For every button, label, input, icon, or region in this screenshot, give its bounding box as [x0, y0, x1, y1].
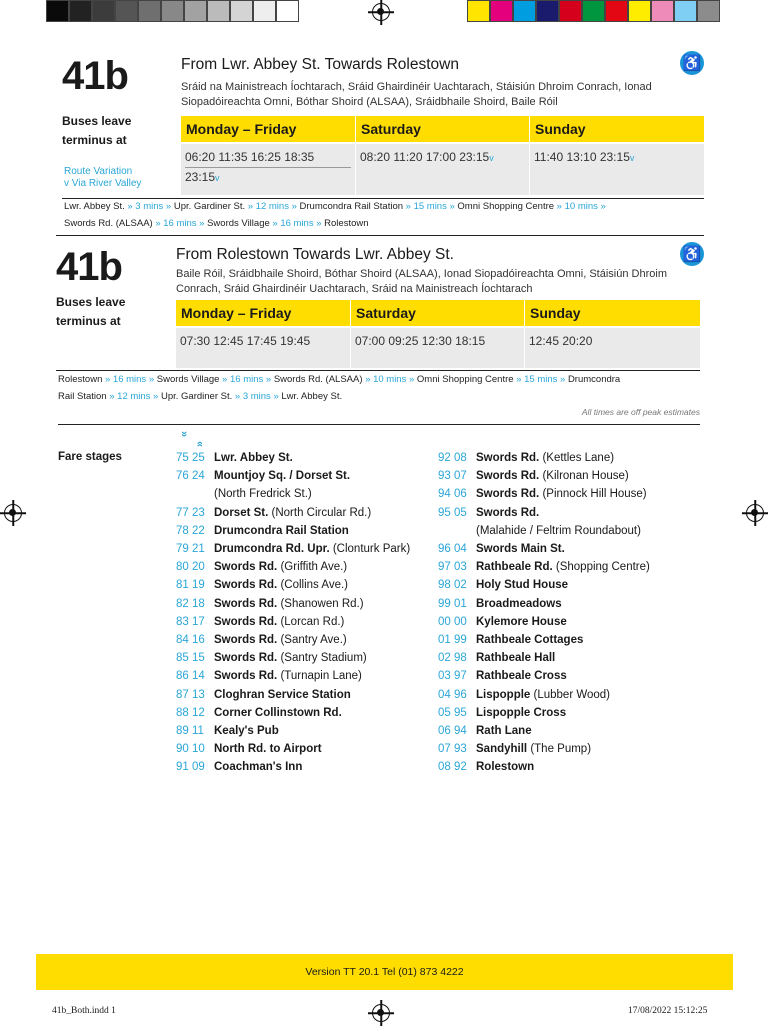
fare-stage-name: Swords Rd. [476, 506, 540, 519]
gray-swatch [138, 0, 161, 22]
fare-stage-row [176, 649, 436, 667]
grayscale-swatches [46, 0, 299, 22]
fare-stage-number: 84 16 [176, 634, 205, 647]
stop-name: Swords Rd. (ALSAA) [273, 374, 363, 385]
fare-stage-name: Sandyhill [476, 743, 528, 756]
direction-arrows [176, 430, 208, 448]
fare-stage-detail: (Turnapin Lane) [277, 670, 362, 683]
travel-time: » 12 mins » [109, 391, 161, 402]
fare-stage-number: 06 94 [438, 725, 467, 738]
color-swatch [513, 0, 536, 22]
outbound-stops-line-1 [64, 198, 704, 215]
travel-time: » 15 mins » [513, 374, 568, 385]
inbound-times-sun: 12:45 20:20 [525, 328, 700, 368]
fare-stage-name: Swords Rd. [214, 561, 278, 574]
inbound-stop-sequence [58, 371, 700, 405]
fare-stage-number: 98 02 [438, 579, 467, 592]
stop-name: Swords Village [207, 218, 270, 229]
fare-stage-row [176, 522, 436, 540]
fare-stage-row [438, 722, 708, 740]
color-swatch [582, 0, 605, 22]
fare-stage-number: 00 00 [438, 615, 467, 628]
fare-stage-number: 94 06 [438, 488, 467, 501]
inbound-stops-line-1 [58, 371, 700, 388]
travel-time: » 16 mins » [219, 374, 274, 385]
route-number-inbound: 41b [56, 245, 122, 289]
fare-stage-row [176, 631, 436, 649]
color-swatch [651, 0, 674, 22]
fare-stage-row [438, 740, 708, 758]
outbound-times-mf [181, 144, 355, 195]
fare-stage-number: 97 03 [438, 561, 467, 574]
travel-time: » 16 mins » [102, 374, 157, 385]
wheelchair-accessible-icon-inbound: ♿ [680, 242, 704, 266]
gray-swatch [253, 0, 276, 22]
registration-mark-left [4, 504, 22, 522]
fare-stage-row [438, 576, 708, 594]
fare-stage-name: Holy Stud House [476, 579, 569, 592]
fare-stage-name: Corner Collinstown Rd. [214, 706, 342, 719]
outbound-title: From Lwr. Abbey St. Towards Rolestown [181, 56, 459, 73]
fare-stage-number: 76 24 [176, 470, 205, 483]
fare-stage-detail: (Lubber Wood) [530, 688, 611, 701]
fare-stage-number: 02 98 [438, 652, 467, 665]
fare-stage-number: 08 92 [438, 761, 467, 774]
fare-stage-row [176, 722, 436, 740]
fare-stage-number: 01 99 [438, 634, 467, 647]
fare-stage-number: 82 18 [176, 597, 205, 610]
fare-stage-number: 83 17 [176, 615, 205, 628]
fare-stage-number: 75 25 [176, 452, 205, 464]
fare-stage-row [438, 704, 708, 722]
fare-stage-name: Swords Main St. [476, 543, 565, 556]
outbound-times-sat: 08:20 11:20 17:00 23:15v [356, 144, 529, 195]
fare-stage-row [176, 740, 436, 758]
gray-swatch [184, 0, 207, 22]
fare-stage-detail: (Pinnock Hill House) [539, 488, 647, 501]
fare-stage-detail: (Shopping Centre) [552, 561, 650, 574]
inbound-irish-stops: Baile Róil, Sráidbhaile Shoird, Bóthar Shoird (ALSAA), Ionad Siopadóireachta Omni, Stáisiún Dhroim Conrach, Sráid Ghairdinéir Uachtarach, Sráid na Mainistreach Íochtarach [176, 268, 667, 295]
travel-time: » 16 mins » [152, 218, 208, 229]
color-swatch [605, 0, 628, 22]
stop-name: Rolestown [58, 374, 103, 385]
outbound-header-sun: Sunday [530, 116, 704, 142]
fare-stage-row [438, 613, 708, 631]
fare-stage-name: Rath Lane [476, 725, 532, 738]
outbound-times-sun: 11:40 13:10 23:15v [530, 144, 704, 195]
footer-bar [36, 954, 733, 990]
fare-stage-row [438, 686, 708, 704]
fare-stage-row [176, 758, 436, 776]
fare-stage-number: 85 15 [176, 652, 205, 665]
fare-stage-name: Swords Rd. [214, 615, 278, 628]
slug-date: 17/08/2022 15:12:25 [628, 1006, 708, 1016]
fare-stage-name: Dorset St. [214, 506, 269, 519]
color-swatch [559, 0, 582, 22]
inbound-stops-line-2 [58, 388, 700, 405]
fare-stage-detail: (Santry Ave.) [277, 634, 347, 647]
buses-leave-label-inbound: Buses leave terminus at [56, 295, 126, 328]
inbound-header-sat: Saturday [351, 300, 524, 326]
fare-stage-name: Rathbeale Hall [476, 652, 556, 665]
fare-stage-row [176, 613, 436, 631]
stop-name: Rail Station [58, 391, 110, 402]
registration-mark-bottom [372, 1004, 390, 1022]
fare-stage-number: 78 22 [176, 524, 205, 537]
fare-stage-row [438, 667, 708, 685]
stop-name: Swords Village [156, 374, 220, 385]
stop-name: Omni Shopping Centre [416, 374, 514, 385]
fare-stage-row [176, 667, 436, 685]
fare-stage-number: 77 23 [176, 506, 205, 519]
travel-time: » 10 mins » [554, 201, 606, 212]
travel-time: » 15 mins » [403, 201, 458, 212]
stop-name: Swords Rd. (ALSAA) [64, 218, 153, 229]
inbound-header-mf: Monday – Friday [176, 300, 350, 326]
fare-stage-number: 07 93 [438, 743, 467, 756]
gray-swatch [115, 0, 138, 22]
fare-stage-row: (North Fredrick St.) [214, 488, 312, 501]
registration-mark-right [746, 504, 764, 522]
off-peak-note: All times are off peak estimates [581, 407, 700, 417]
outbound-irish-stops: Sráid na Mainistreach Íochtarach, Sráid Ghairdinéir Uachtarach, Stáisiún Dhroim Conrach, Ionad Siopadóireachta Omni, Bóthar Shoird (ALSAA), Sráidbhaile Shoird, Baile Róil [181, 81, 652, 108]
stop-name: Drumcondra [567, 374, 621, 385]
fare-stage-row [438, 504, 708, 522]
fare-stage-number: 88 12 [176, 706, 205, 719]
fare-stages-label: Fare stages [58, 451, 122, 463]
fare-stage-row [176, 686, 436, 704]
divider [58, 424, 700, 425]
fare-stage-number: 05 95 [438, 706, 467, 719]
fare-stage-row [438, 649, 708, 667]
fare-stage-row [438, 467, 708, 485]
stop-name: Lwr. Abbey St. [281, 391, 343, 402]
wheelchair-accessible-icon: ♿ [680, 51, 704, 75]
fare-stage-name: Lispopple [476, 688, 531, 701]
fare-stage-row [438, 540, 708, 558]
fare-stage-number: 03 97 [438, 670, 467, 683]
fare-stage-number: 95 05 [438, 506, 467, 519]
fare-stage-name: Drumcondra Rail Station [214, 524, 349, 537]
gray-swatch [69, 0, 92, 22]
fare-stage-name: Swords Rd. [214, 670, 278, 683]
fare-stage-row [438, 558, 708, 576]
fare-stage-row [176, 576, 436, 594]
stop-name: Upr. Gardiner St. [160, 391, 233, 402]
down-arrow-icon: » [178, 430, 191, 448]
travel-time: » 3 mins » [124, 201, 174, 212]
inbound-times-sat: 07:00 09:25 12:30 18:15 [351, 328, 524, 368]
fare-stages-left-column [176, 449, 436, 777]
fare-stage-name: Mountjoy Sq. / Dorset St. [214, 470, 351, 483]
stop-name: Omni Shopping Centre [457, 201, 555, 212]
fare-stage-number: 04 96 [438, 688, 467, 701]
fare-stage-name: North Rd. to Airport [214, 743, 322, 756]
stop-name: Drumcondra Rail Station [299, 201, 404, 212]
travel-time: » 16 mins » [269, 218, 325, 229]
fare-stage-row [438, 595, 708, 613]
fare-stage-row [176, 558, 436, 576]
fare-stage-detail: (Clonturk Park) [329, 543, 411, 556]
fare-stage-name: Rathbeale Cross [476, 670, 567, 683]
travel-time: » 10 mins » [362, 374, 417, 385]
fare-stage-detail: (North Circular Rd.) [268, 506, 372, 519]
fare-stage-row [176, 595, 436, 613]
fare-stage-detail: (Lorcan Rd.) [277, 615, 345, 628]
fare-stage-row [438, 631, 708, 649]
slug-file: 41b_Both.indd 1 [52, 1006, 116, 1016]
fare-stage-name: Cloghran Service Station [214, 688, 351, 701]
fare-stage-detail: (Griffith Ave.) [277, 561, 348, 574]
stop-name: Upr. Gardiner St. [173, 201, 246, 212]
fare-stage-row [438, 758, 708, 776]
fare-stage-name: Broadmeadows [476, 597, 562, 610]
color-swatch [674, 0, 697, 22]
fare-stage-row [176, 540, 436, 558]
color-swatch [490, 0, 513, 22]
fare-stage-name: Kylemore House [476, 615, 567, 628]
fare-stage-name: Swords Rd. [214, 652, 278, 665]
fare-stage-number: 80 20 [176, 561, 205, 574]
fare-stage-row [176, 467, 436, 485]
fare-stage-name: Rolestown [476, 761, 535, 774]
fare-stage-name: Lispopple Cross [476, 706, 567, 719]
fare-stage-name: Coachman's Inn [214, 761, 303, 774]
color-swatch [467, 0, 490, 22]
fare-stage-number: 93 07 [438, 470, 467, 483]
color-swatch [628, 0, 651, 22]
fare-stage-number: 99 01 [438, 597, 467, 610]
buses-leave-label: Buses leave terminus at [62, 114, 132, 147]
fare-stage-detail: (Santry Stadium) [277, 652, 367, 665]
fare-stage-row: (Malahide / Feltrim Roundabout) [476, 524, 641, 537]
up-arrow-icon: » [194, 430, 207, 448]
fare-stage-row [176, 504, 436, 522]
fare-stage-name: Rathbeale Cottages [476, 634, 584, 647]
outbound-header-mf: Monday – Friday [181, 116, 355, 142]
fare-stage-number: 86 14 [176, 670, 205, 683]
fare-stage-detail: (Collins Ave.) [277, 579, 348, 592]
outbound-mf-row2: 23:15v [185, 167, 351, 187]
fare-stage-name: Drumcondra Rd. Upr. [214, 543, 330, 556]
fare-stage-detail: (Kettles Lane) [539, 452, 615, 464]
stop-name: Lwr. Abbey St. [64, 201, 125, 212]
gray-swatch [92, 0, 115, 22]
travel-time: » 12 mins » [245, 201, 300, 212]
gray-swatch [207, 0, 230, 22]
divider [56, 235, 704, 236]
fare-stage-detail: (Shanowen Rd.) [277, 597, 364, 610]
fare-stage-row [438, 449, 708, 467]
gray-swatch [276, 0, 299, 22]
fare-stage-number: 91 09 [176, 761, 205, 774]
fare-stage-name: Kealy's Pub [214, 725, 279, 738]
inbound-times-mf: 07:30 12:45 17:45 19:45 [176, 328, 350, 368]
route-number: 41b [62, 54, 128, 98]
fare-stage-number: 96 04 [438, 543, 467, 556]
gray-swatch [230, 0, 253, 22]
gray-swatch [46, 0, 69, 22]
fare-stage-number: 79 21 [176, 543, 205, 556]
fare-stage-name: Swords Rd. [476, 488, 540, 501]
outbound-header-sat: Saturday [356, 116, 529, 142]
fare-stage-number: 87 13 [176, 688, 205, 701]
fare-stage-name: Swords Rd. [214, 634, 278, 647]
outbound-mf-row1: 06:20 11:35 16:25 18:35 [185, 150, 315, 164]
fare-stage-row [176, 449, 436, 467]
fare-stages-right-column [438, 449, 708, 777]
fare-stage-name: Rathbeale Rd. [476, 561, 553, 574]
fare-stage-name: Swords Rd. [214, 579, 278, 592]
fare-stage-name: Lwr. Abbey St. [214, 452, 293, 464]
gray-swatch [161, 0, 184, 22]
fare-stage-detail: (Kilronan House) [539, 470, 629, 483]
travel-time: » 3 mins » [232, 391, 282, 402]
outbound-stops-line-2 [64, 215, 704, 232]
fare-stage-number: 90 10 [176, 743, 205, 756]
fare-stage-name: Swords Rd. [214, 597, 278, 610]
inbound-title: From Rolestown Towards Lwr. Abbey St. [176, 246, 454, 263]
fare-stage-name: Swords Rd. [476, 452, 540, 464]
fare-stage-number: 92 08 [438, 452, 467, 464]
fare-stage-number: 81 19 [176, 579, 205, 592]
footer-text: Version TT 20.1 Tel (01) 873 4222 [305, 966, 464, 978]
color-swatch [536, 0, 559, 22]
fare-stage-number: 89 11 [176, 725, 204, 738]
fare-stage-row [438, 485, 708, 503]
outbound-stop-sequence [64, 198, 704, 232]
color-swatches [467, 0, 720, 22]
fare-stage-row [176, 704, 436, 722]
fare-stage-detail: (The Pump) [527, 743, 592, 756]
route-variation-note: Route Variation v Via River Valley [64, 166, 142, 189]
inbound-header-sun: Sunday [525, 300, 700, 326]
fare-stage-name: Swords Rd. [476, 470, 540, 483]
stop-name: Rolestown [324, 218, 369, 229]
color-swatch [697, 0, 720, 22]
registration-mark-top [372, 3, 390, 21]
